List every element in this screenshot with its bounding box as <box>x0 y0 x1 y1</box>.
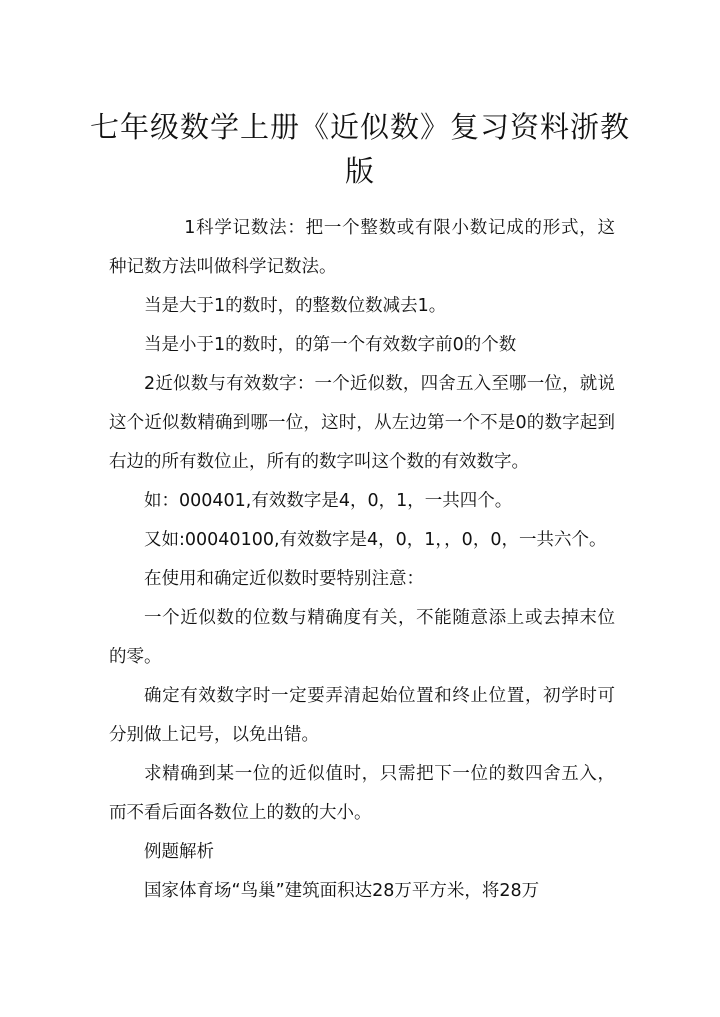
document-title: 七年级数学上册《近似数》复习资料浙教版 <box>89 110 630 189</box>
paragraph-bird-nest-example: 国家体育场“鸟巢”建筑面积达28万平方米，将28万 <box>144 881 540 901</box>
paragraph-example-2: 又如:00040100,有效数字是4，0，1，，0，0，一共六个。 <box>144 530 607 550</box>
paragraph-attention: 在使用和确定近似数时要特别注意： <box>144 569 424 589</box>
paragraph-example-analysis-heading: 例题解析 <box>144 842 214 862</box>
paragraph-scientific-notation: 1科学记数法：把一个整数或有限小数记成的形式，这种记数方法叫做科学记数法。 <box>109 218 615 277</box>
paragraph-rounding-rule: 求精确到某一位的近似值时，只需把下一位的数四舍五入，而不看后面各数位上的数的大小。 <box>109 764 615 823</box>
paragraph-precision-rule: 一个近似数的位数与精确度有关，不能随意添上或去掉末位的零。 <box>109 608 615 667</box>
paragraph-approximate-numbers: 2近似数与有效数字：一个近似数，四舍五入至哪一位，就说这个近似数精确到哪一位，这时，从左边第一个不是0的数字起到右边的所有数位止，所有的数字叫这个数的有效数字。 <box>109 374 615 472</box>
paragraph-greater-than-one: 当是大于1的数时，的整数位数减去1。 <box>144 296 447 316</box>
paragraph-significant-digits-rule: 确定有效数字时一定要弄清起始位置和终止位置，初学时可分别做上记号，以免出错。 <box>109 686 615 745</box>
document-body <box>109 209 615 911</box>
paragraph-example-1: 如：000401,有效数字是4，0，1，一共四个。 <box>144 491 513 511</box>
paragraph-less-than-one: 当是小于1的数时，的第一个有效数字前0的个数 <box>144 335 517 355</box>
